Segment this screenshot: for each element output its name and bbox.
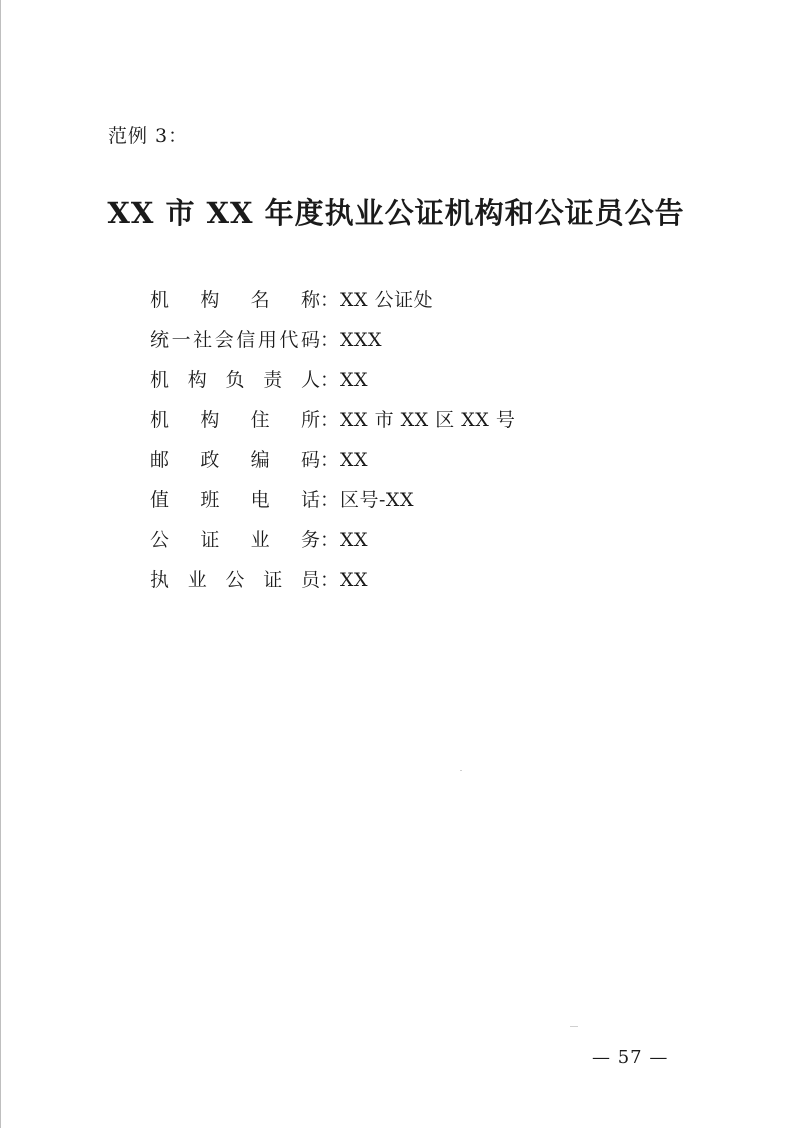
field-value: XX [340,369,369,391]
field-row [150,440,515,480]
scan-speck [570,1026,578,1027]
field-value: 区号-XX [340,489,414,511]
document-title: XX 市 XX 年度执业公证机构和公证员公告 [107,196,685,230]
field-value: XX [340,529,369,551]
field-label: 值 班 电 话 [150,489,320,511]
field-value: XX [340,449,369,471]
field-colon: ： [320,529,340,551]
field-colon: ： [320,409,340,431]
field-colon: ： [320,449,340,471]
field-row [150,280,515,320]
field-label: 邮 政 编 码 [150,449,320,471]
field-label: 机 构 名 称 [150,289,320,311]
field-row [150,560,515,600]
field-colon: ： [320,489,340,511]
field-label: 执 业 公 证 员 [150,569,320,591]
field-row [150,520,515,560]
field-value: XX 市 XX 区 XX 号 [340,409,516,431]
field-value: XXX [340,329,383,351]
field-value: XX [340,569,369,591]
example-label: 范例 3： [108,125,189,147]
field-row [150,360,515,400]
page-edge [0,0,1,1128]
field-label: 统 一 社 会 信 用 代 码 [150,329,320,351]
field-label: 机 构 负 责 人 [150,369,320,391]
field-row [150,400,515,440]
field-colon: ： [320,369,340,391]
field-value: XX 公证处 [340,289,434,311]
field-label: 公 证 业 务 [150,529,320,551]
announcement-field-list [150,280,515,600]
page-number: — 57 — [592,1047,669,1068]
field-row [150,320,515,360]
field-row [150,480,515,520]
field-colon: ： [320,329,340,351]
field-label: 机 构 住 所 [150,409,320,431]
field-colon: ： [320,289,340,311]
field-colon: ： [320,569,340,591]
scan-speck [460,770,462,771]
